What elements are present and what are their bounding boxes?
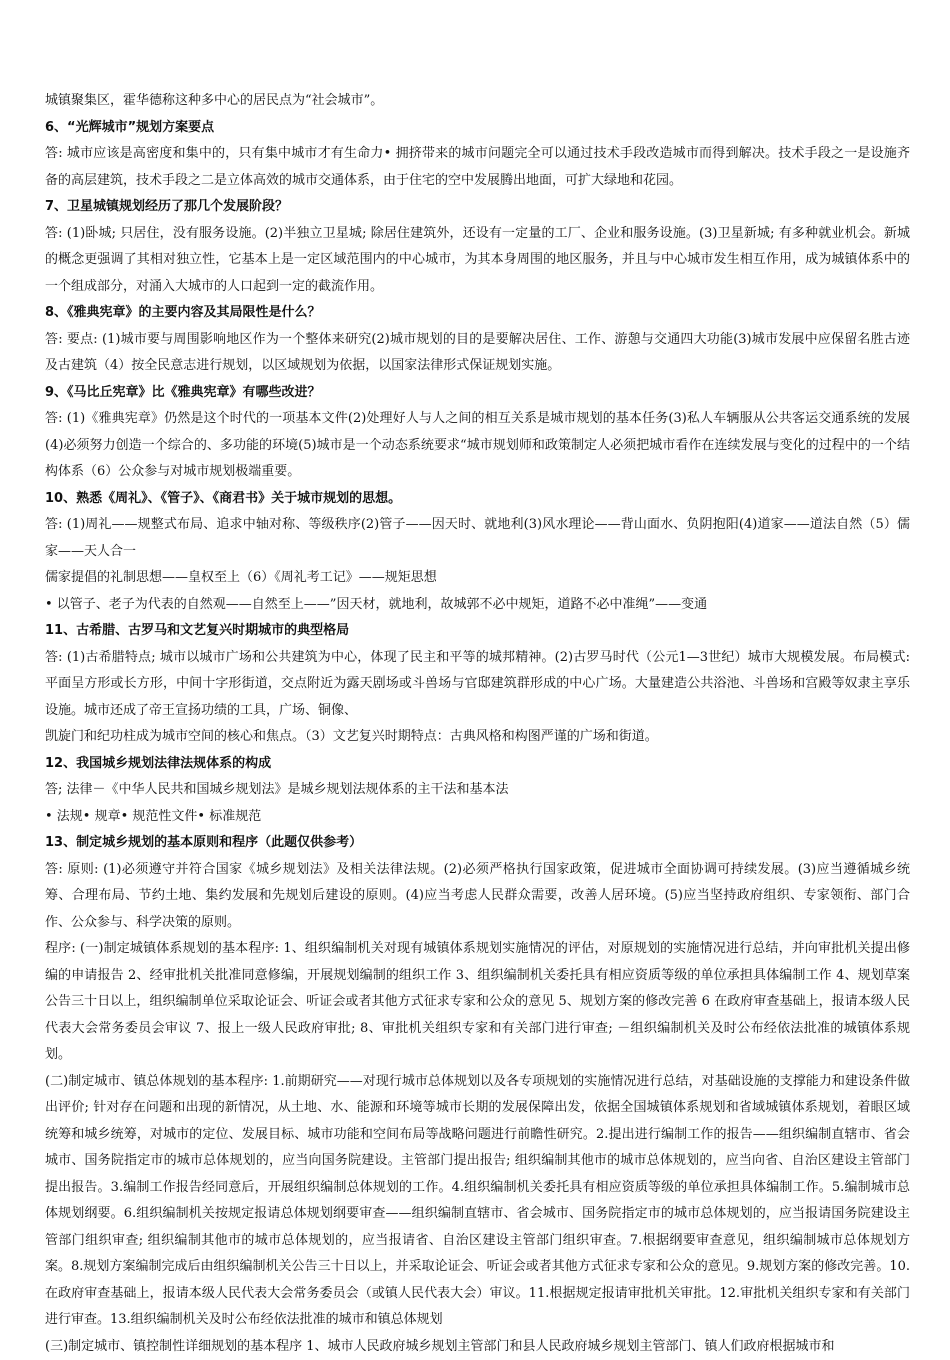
question-heading-12: 12、我国城乡规划法律法规体系的构成: [45, 751, 910, 778]
answer-10-line-3: • 以管子、老子为代表的自然观——自然至上——”因天材，就地利，故城郭不必中规矩，道路不必中准绳”——变通: [45, 592, 910, 619]
question-heading-6: 6、“光辉城市”规划方案要点: [45, 115, 910, 142]
paragraph-0: 城镇聚集区，霍华德称这种多中心的居民点为“社会城市”。: [45, 88, 910, 115]
answer-12-line-2: • 法规• 规章• 规范性文件• 标准规范: [45, 804, 910, 831]
question-heading-9: 9、《马比丘宪章》比《雅典宪章》有哪些改进？: [45, 380, 910, 407]
question-heading-11: 11、古希腊、古罗马和文艺复兴时期城市的典型格局: [45, 618, 910, 645]
answer-13-procedure-3: (三)制定城市、镇控制性详细规划的基本程序 1、城市人民政府城乡规划主管部门和县人民政府城乡规划主管部门、镇人们政府根据城市和: [45, 1334, 910, 1360]
answer-13-principles: 答: 原则: (1)必须遵守并符合国家《城乡规划法》及相关法律法规。(2)必须严格执行国家政策，促进城市全面协调可持续发展。(3)应当遵循城乡统筹、合理布局、节约土地、集约发展和先规划后建设的原则。(4)应当考虑人民群众需要，改善人居环境。(5)应当坚持政府组织、专家领衔、部门合作、公众参与、科学决策的原则。: [45, 857, 910, 937]
answer-11: 答: (1)古希腊特点; 城市以城市广场和公共建筑为中心，体现了民主和平等的城邦精神。(2)古罗马时代（公元1—3世纪）城市大规模发展。布局模式: 平面呈方形或长方形，中间十字形街道，交点附近为露天剧场或斗兽场与官邸建筑群形成的中心广场。大量建造公共浴池、斗兽场和宫殿等奴隶主享乐设施。城市还成了帝王宣扬功绩的工具，广场、铜像、: [45, 645, 910, 725]
answer-13-procedure-2: (二)制定城市、镇总体规划的基本程序: 1.前期研究——对现行城市总体规划以及各专项规划的实施情况进行总结，对基础设施的支撑能力和建设条件做出评价; 针对存在问题和出现的新情况，从土地、水、能源和环境等城市长期的发展保障出发，依据全国城镇体系规划和省域城镇体系规划，着眼区域统筹和城乡统筹，对城市的定位、发展目标、城市功能和空间布局等战略问题进行前瞻性研究。2.提出进行编制工作的报告——组织编制直辖市、省会城市、国务院指定市的城市总体规划的，应当向国务院建设。主管部门提出报告; 组织编制其他市的城市总体规划的，应当向省、自治区建设主管部门提出报告。3.编制工作报告经同意后，开展组织编制总体规划的工作。4.组织编制机关委托具有相应资质等级的单位承担具体编制工作。5.编制城市总体规划纲要。6.组织编制机关按规定报请总体规划纲要审查——组织编制直辖市、省会城市、国务院指定市的城市总体规划的，应当报请国务院建设主管部门组织审查; 组织编制其他市的城市总体规划的，应当报请省、自治区建设主管部门组织审查。7.根据纲要审查意见，组织编制城市总体规划方案。8.规划方案编制完成后由组织编制机关公告三十日以上，并采取论证会、听证会或者其他方式征求专家和公众的意见。9.规划方案的修改完善。10.在政府审查基础上，报请本级人民代表大会常务委员会（或镇人民代表大会）审议。11.根据规定报请审批机关审批。12.审批机关组织专家和有关部门进行审查。13.组织编制机关及时公布经依法批准的城市和镇总体规划: [45, 1069, 910, 1334]
answer-8: 答: 要点: (1)城市要与周围影响地区作为一个整体来研究(2)城市规划的目的是要解决居住、工作、游憩与交通四大功能(3)城市发展中应保留名胜古迹及古建筑（4）按全民意志进行规划，以区域规划为依据，以国家法律形式保证规划实施。: [45, 327, 910, 380]
answer-6: 答: 城市应该是高密度和集中的，只有集中城市才有生命力• 拥挤带来的城市问题完全可以通过技术手段改造城市而得到解决。技术手段之一是设施齐备的高层建筑，技术手段之二是立体高效的城市交通体系，由于住宅的空中发展腾出地面，可扩大绿地和花园。: [45, 141, 910, 194]
answer-11-line-2: 凯旋门和纪功柱成为城市空间的核心和焦点。（3）文艺复兴时期特点：古典风格和构图严谨的广场和街道。: [45, 724, 910, 751]
answer-13-procedure-1: 程序: (一)制定城镇体系规划的基本程序: 1、组织编制机关对现有城镇体系规划实施情况的评估，对原规划的实施情况进行总结，并向审批机关提出修编的申请报告 2、经审批机关批准同意修编，开展规划编制的组织工作 3、组织编制机关委托具有相应资质等级的单位承担具体编制工作 4、规划草案公告三十日以上，组织编制单位采取论证会、听证会或者其他方式征求专家和公众的意见 5、规划方案的修改完善 6 在政府审查基础上，报请本级人民代表大会常务委员会审议 7、报上一级人民政府审批; 8、审批机关组织专家和有关部门进行审查; －组织编制机关及时公布经依法批准的城镇体系规划。: [45, 936, 910, 1069]
question-heading-13: 13、制定城乡规划的基本原则和程序（此题仅供参考）: [45, 830, 910, 857]
answer-10: 答: (1)周礼——规整式布局、追求中轴对称、等级秩序(2)管子——因天时、就地利(3)风水理论——背山面水、负阴抱阳(4)道家——道法自然（5）儒家——天人合一: [45, 512, 910, 565]
answer-7: 答: (1)卧城; 只居住，没有服务设施。(2)半独立卫星城; 除居住建筑外，还设有一定量的工厂、企业和服务设施。(3)卫星新城; 有多种就业机会。新城的概念更强调了其相对独立性，它基本上是一定区域范围内的中心城市，为其本身周围的地区服务，并且与中心城市发生相互作用，成为城镇体系中的一个组成部分，对涌入大城市的人口起到一定的截流作用。: [45, 221, 910, 301]
answer-9: 答: (1)《雅典宪章》仍然是这个时代的一项基本文件(2)处理好人与人之间的相互关系是城市规划的基本任务(3)私人车辆服从公共客运交通系统的发展(4)必须努力创造一个综合的、多功能的环境(5)城市是一个动态系统要求“城市规划师和政策制定人必须把城市看作在连续发展与变化的过程中的一个结构体系（6）公众参与对城市规划极端重要。: [45, 406, 910, 486]
question-heading-8: 8、《雅典宪章》的主要内容及其局限性是什么？: [45, 300, 910, 327]
question-heading-7: 7、卫星城镇规划经历了那几个发展阶段？: [45, 194, 910, 221]
question-heading-10: 10、熟悉《周礼》、《管子》、《商君书》关于城市规划的思想。: [45, 486, 910, 513]
answer-12: 答; 法律－《中华人民共和国城乡规划法》是城乡规划法规体系的主干法和基本法: [45, 777, 910, 804]
answer-10-line-2: 儒家提倡的礼制思想——皇权至上（6）《周礼考工记》——规矩思想: [45, 565, 910, 592]
